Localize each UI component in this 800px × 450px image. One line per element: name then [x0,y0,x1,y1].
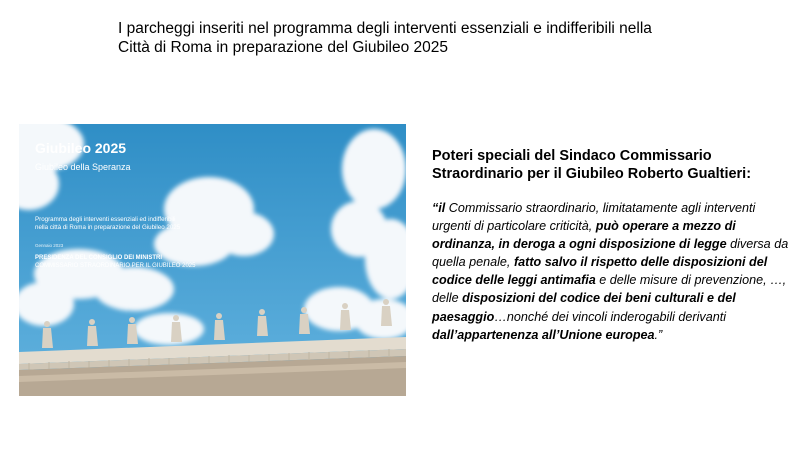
quote-text: diversa da quella penale, [432,237,789,270]
cover-program-line1: Programma degli interventi essenziali ed indifferibili [35,216,176,223]
quote-emphasis: “il [432,201,449,215]
powers-heading [432,147,782,183]
cover-program-text [35,216,255,232]
slide-title-line2: Città di Roma in preparazione del Giubileo 2025 [118,39,449,56]
cover-program-line2: nella città di Roma in preparazione del Giubileo 2025 [35,224,181,231]
legal-quote [432,199,792,344]
cover-subtitle: Giubileo della Speranza [35,162,131,172]
quote-text: e delle misure di prevenzione, …, delle [432,273,787,306]
quote-text: .” [654,327,663,342]
slide-title-line1: I parcheggi inseriti nel programma degli interventi essenziali e indifferibili nella [118,20,652,37]
powers-heading-line2: Straordinario per il Giubileo Roberto Gualtieri: [432,166,752,182]
report-cover-image [19,124,406,396]
quote-emphasis: può operare a mezzo di ordinanza, in deroga a ogni disposizione di legge [432,219,736,252]
quote-emphasis: dall’appartenenza all’Unione europea [432,327,655,342]
slide-title [118,19,718,57]
cover-org-line1: PRESIDENZA DEL CONSIGLIO DEI MINISTRI [35,255,163,261]
cover-date: Gennaio 2023 [35,243,64,248]
quote-text: Commissario straordinario, limitatamente agli interventi urgenti di particolare criticità, [432,201,756,234]
quote-text: …nonché dei vincoli inderogabili derivanti [494,309,727,324]
cover-org-line2: COMMISSARIO STRAORDINARIO PER IL GIUBILEO 2025 [35,263,196,269]
quote-emphasis: fatto salvo il rispetto delle disposizioni del codice delle leggi antimafia [432,255,768,288]
powers-heading-line1: Poteri speciali del Sindaco Commissario [432,148,712,164]
quote-emphasis: disposizioni del codice dei beni culturali e del paesaggio [432,291,736,324]
cover-title: Giubileo 2025 [35,140,127,156]
